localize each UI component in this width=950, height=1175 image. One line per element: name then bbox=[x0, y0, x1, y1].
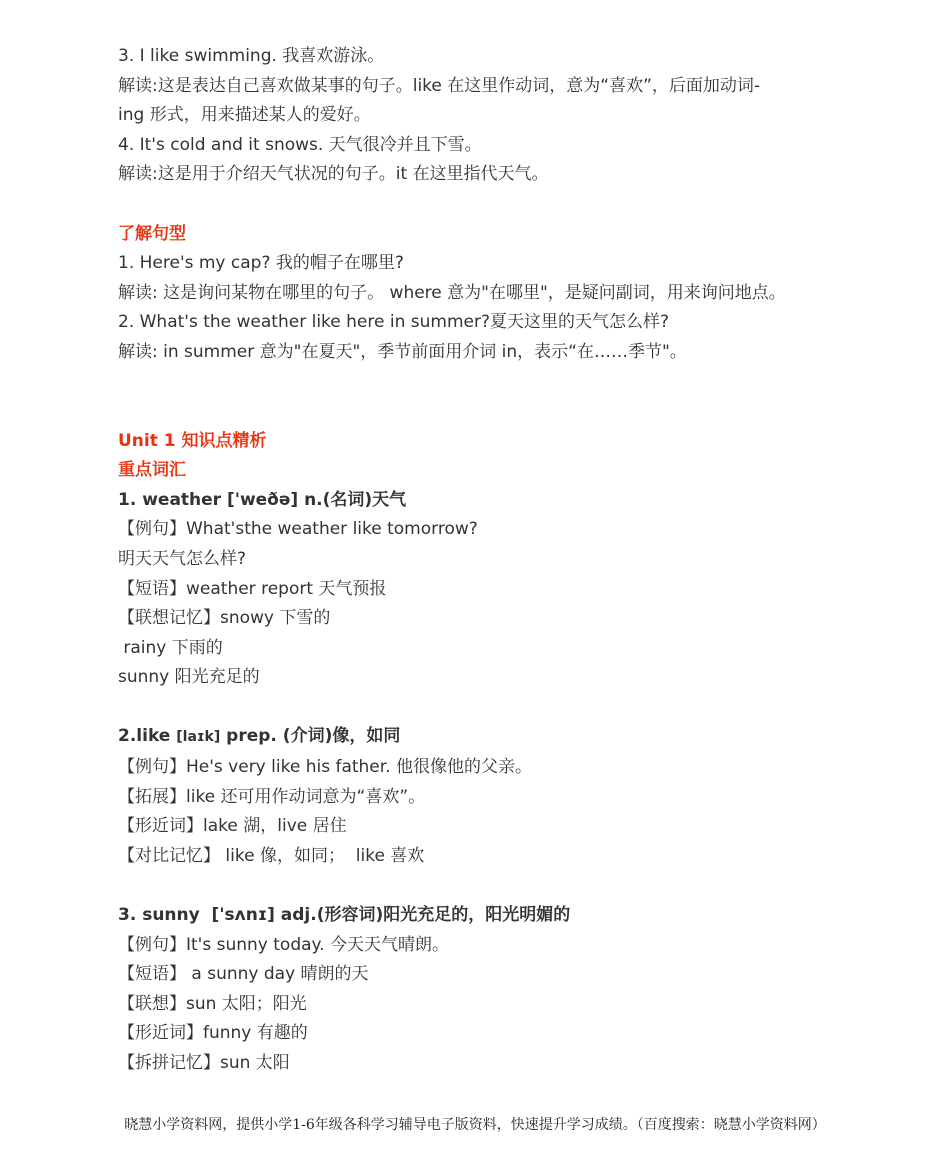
sentence-4: 4. It's cold and it snows. 天气很冷并且下雪。 bbox=[118, 134, 482, 155]
word-2-title bbox=[118, 722, 838, 753]
word-1-title: 1. weather ['weðə] n.(名词)天气 bbox=[118, 489, 407, 510]
word-3-split-memory: 【拆拼记忆】sun 太阳 bbox=[118, 1053, 290, 1073]
spacer bbox=[118, 693, 838, 723]
word-3-title: 3. sunny ['sʌnɪ] adj.(形容词)阳光充足的，阳光明媚的 bbox=[118, 905, 571, 926]
page-footer: 晓慧小学资料网，提供小学1-6年级各科学习辅导电子版资料，快速提升学习成绩。（百度搜索：晓慧小学资料网） bbox=[124, 1117, 826, 1133]
document-body bbox=[118, 42, 838, 1079]
sentence-3-explanation-line-1: 解读:这是表达自己喜欢做某事的句子。like 在这里作动词，意为“喜欢”，后面加动词- bbox=[118, 75, 761, 96]
word-2-definition: prep. (介词)像，如同 bbox=[220, 726, 401, 747]
word-3-example: 【例句】It's sunny today. 今天天气晴朗。 bbox=[118, 934, 449, 955]
word-1-example: 【例句】What'sthe weather like tomorrow? bbox=[118, 519, 478, 540]
unit-title: Unit 1 知识点精析 bbox=[118, 430, 267, 451]
word-2-phonetic: [laɪk] bbox=[176, 729, 221, 746]
sentence-4-explanation: 解读:这是用于介绍天气状况的句子。it 在这里指代天气。 bbox=[118, 164, 549, 185]
word-1-association-3: sunny 阳光充足的 bbox=[118, 667, 260, 688]
sentence-patterns-heading: 了解句型 bbox=[118, 223, 186, 244]
pattern-2-explanation: 解读: in summer 意为"在夏天"，季节前面用介词 in，表示“在……季节"。 bbox=[118, 341, 687, 362]
sentence-3-explanation-line-2: ing 形式，用来描述某人的爱好。 bbox=[118, 105, 371, 126]
word-2-extension: 【拓展】like 还可用作动词意为“喜欢”。 bbox=[118, 786, 426, 807]
spacer bbox=[118, 190, 838, 220]
spacer bbox=[118, 871, 838, 901]
word-2-contrast: 【对比记忆】 like 像，如同； like 喜欢 bbox=[118, 845, 425, 866]
pattern-2: 2. What's the weather like here in summer?夏天这里的天气怎么样? bbox=[118, 312, 670, 333]
vocabulary-heading: 重点词汇 bbox=[118, 460, 186, 481]
word-1-phrase: 【短语】weather report 天气预报 bbox=[118, 578, 387, 599]
pattern-1: 1. Here's my cap? 我的帽子在哪里? bbox=[118, 253, 404, 274]
word-1-association-2: rainy 下雨的 bbox=[118, 637, 223, 658]
sentence-3: 3. I like swimming. 我喜欢游泳。 bbox=[118, 46, 385, 66]
word-2-headword: 2.like bbox=[118, 726, 177, 747]
word-2-similar-words: 【形近词】lake 湖，live 居住 bbox=[118, 816, 347, 837]
word-3-association: 【联想】sun 太阳；阳光 bbox=[118, 993, 307, 1014]
word-3-phrase: 【短语】 a sunny day 晴朗的天 bbox=[118, 964, 369, 985]
word-2-example: 【例句】He's very like his father. 他很像他的父亲。 bbox=[118, 757, 532, 778]
word-1-example-translation: 明天天气怎么样? bbox=[118, 548, 247, 569]
word-1-association: 【联想记忆】snowy 下雪的 bbox=[118, 608, 331, 629]
pattern-1-explanation: 解读: 这是询问某物在哪里的句子。 where 意为"在哪里"，是疑问副词，用来询问地点。 bbox=[118, 282, 786, 303]
word-3-similar-words: 【形近词】funny 有趣的 bbox=[118, 1023, 308, 1044]
spacer bbox=[118, 368, 838, 427]
